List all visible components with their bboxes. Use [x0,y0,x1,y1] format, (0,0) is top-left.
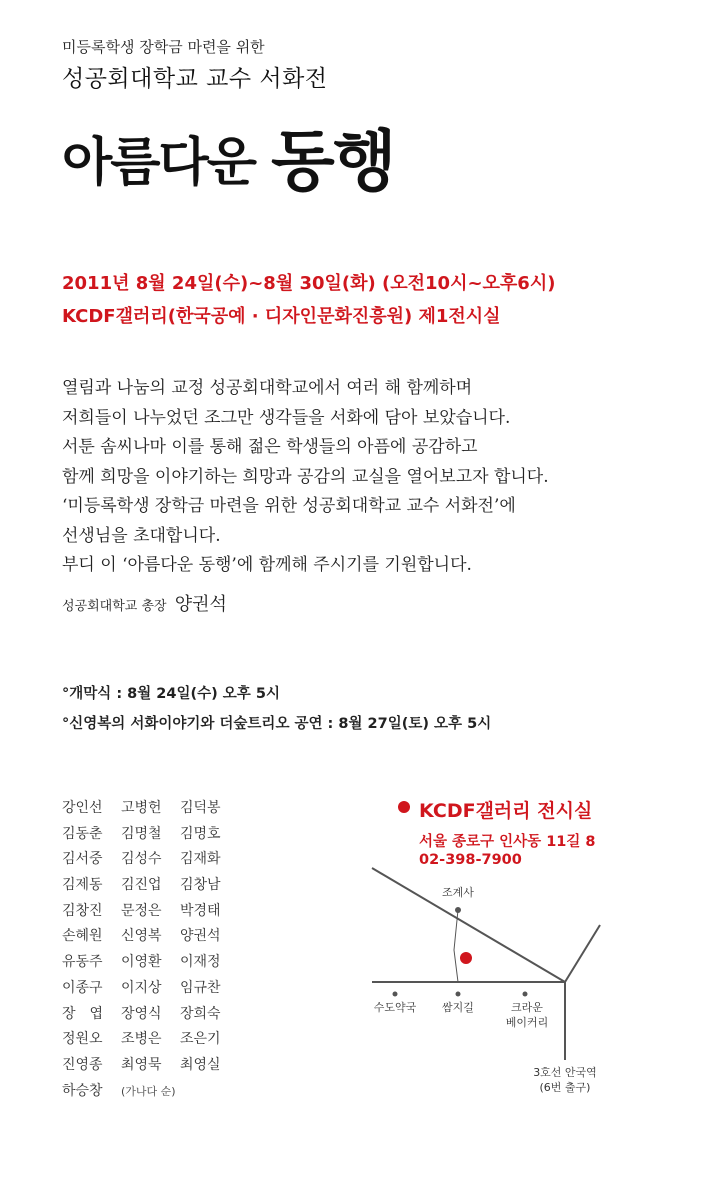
map-roads [372,868,600,1060]
signature-name: 양권석 [174,594,227,615]
professor-row [62,873,239,899]
map-label-station-2: (6번 출구) [539,1081,591,1094]
professor-name: 신영복 [121,928,162,945]
professor-name: 김창남 [180,877,221,894]
professor-name: 하승창 [62,1082,103,1099]
professor-row [62,899,239,925]
professor-row [62,950,239,976]
map-point-ssamjigil [456,992,461,997]
gallery-bullet-icon [398,801,410,813]
professor-name: 김창진 [62,902,103,919]
professor-row [62,1053,239,1079]
professor-row [62,976,239,1002]
map-label-sudoyakguk: 수도약국 [373,1001,417,1014]
map-label-crown-1: 크라운 [511,1001,543,1014]
gallery-location-marker-icon [460,952,472,964]
map-road-northeast [565,925,600,982]
professor-name: 김진업 [121,877,162,894]
map-label-station-1: 3호선 안국역 [533,1066,597,1079]
professor-row [62,1002,239,1028]
professor-row [62,1027,239,1053]
gallery-phone: 02-398-7900 [419,852,522,868]
professor-row [62,822,239,848]
professor-row [62,847,239,873]
body-line: 함께 희망을 이야기하는 희망과 공감의 교실을 열어보고자 합니다. [62,466,549,487]
opening-ceremony: °개막식 : 8월 24일(수) 오후 5시 [62,686,280,702]
gallery-title: KCDF갤러리 전시실 [419,800,593,822]
professor-name: 김덕봉 [180,800,221,816]
professor-name: 이종구 [62,979,103,996]
professor-name: 이영환 [121,954,162,971]
signature [62,590,227,616]
professor-name: 이재정 [180,954,221,971]
professor-row [62,796,239,822]
exhibition-date: 2011년 8월 24일(수)~8월 30일(화) (오전10시~오후6시) [62,273,556,294]
map-alley [454,910,458,982]
professor-name: 김동춘 [62,825,103,842]
professor-name: 장 엽 [62,1005,104,1022]
professor-name: 박경태 [180,902,221,919]
location-map [360,860,610,1100]
professor-name: 김명호 [180,825,221,842]
professor-name: 고병헌 [121,800,162,816]
body-line: 부디 이 ‘아름다운 동행’에 함께해 주시기를 기원합니다. [62,555,472,575]
map-label-jogyesa: 조계사 [442,886,474,899]
map-point-sudoyakguk [393,992,398,997]
professor-name: 장희숙 [180,1005,221,1022]
professor-name: 정원오 [62,1031,103,1048]
map-label-ssamjigil: 쌈지길 [442,1001,474,1014]
professor-name: 유동주 [62,954,103,971]
calligraphy-small: 아름다운 [62,132,272,193]
professor-name: 최영묵 [121,1056,162,1073]
body-line: 서툰 솜씨나마 이를 통해 젊은 학생들의 아픔에 공감하고 [62,437,478,457]
professor-name: 양권석 [180,928,221,945]
calligraphy-title [62,108,395,203]
signature-role: 성공회대학교 총장 [62,599,167,614]
professor-name: 손혜원 [62,928,103,945]
map-point-crown-bakery [523,992,528,997]
professor-name: 강인선 [62,800,103,816]
professor-name: 임규찬 [180,979,221,996]
order-note: (가나다 순) [121,1084,176,1098]
performance-event: °신영복의 서화이야기와 더숲트리오 공연 : 8월 27일(토) 오후 5시 [62,716,492,732]
professor-row [62,1079,239,1105]
professor-name: 김재화 [180,851,221,868]
professor-name: 조은기 [180,1031,221,1048]
body-line: 선생님을 초대합니다. [62,525,221,546]
calligraphy-big: 동행 [271,122,395,200]
body-line: 저희들이 나누었던 조그만 생각들을 서화에 담아 보았습니다. [62,407,511,428]
professor-name: 장영식 [121,1005,162,1022]
professor-name: 문정은 [121,902,162,919]
professor-name: 최영실 [180,1056,221,1073]
professor-name: 이지상 [121,979,162,996]
map-label-crown-2: 베이커리 [505,1016,549,1029]
body-line: 열림과 나눔의 교정 성공회대학교에서 여러 해 함께하며 [62,378,473,398]
professor-name: 조병은 [121,1031,162,1048]
professor-name: 김서중 [62,851,103,868]
professor-name: 김성수 [121,851,162,868]
professor-name: 김제동 [62,877,103,894]
invitation-body [62,374,549,581]
professor-list [62,796,239,1104]
professor-name: 진영종 [62,1056,103,1073]
professor-row [62,924,239,950]
body-line: ‘미등록학생 장학금 마련을 위한 성공회대학교 교수 서화전’에 [62,496,516,516]
gallery-address: 서울 종로구 인사동 11길 8 [419,834,596,850]
exhibition-subtitle: 미등록학생 장학금 마련을 위한 [62,38,265,56]
exhibition-place: KCDF갤러리(한국공예 · 디자인문화진흥원) 제1전시실 [62,306,501,327]
map-point-jogyesa [455,907,461,913]
exhibition-title: 성공회대학교 교수 서화전 [62,66,328,92]
professor-name: 김명철 [121,825,162,842]
